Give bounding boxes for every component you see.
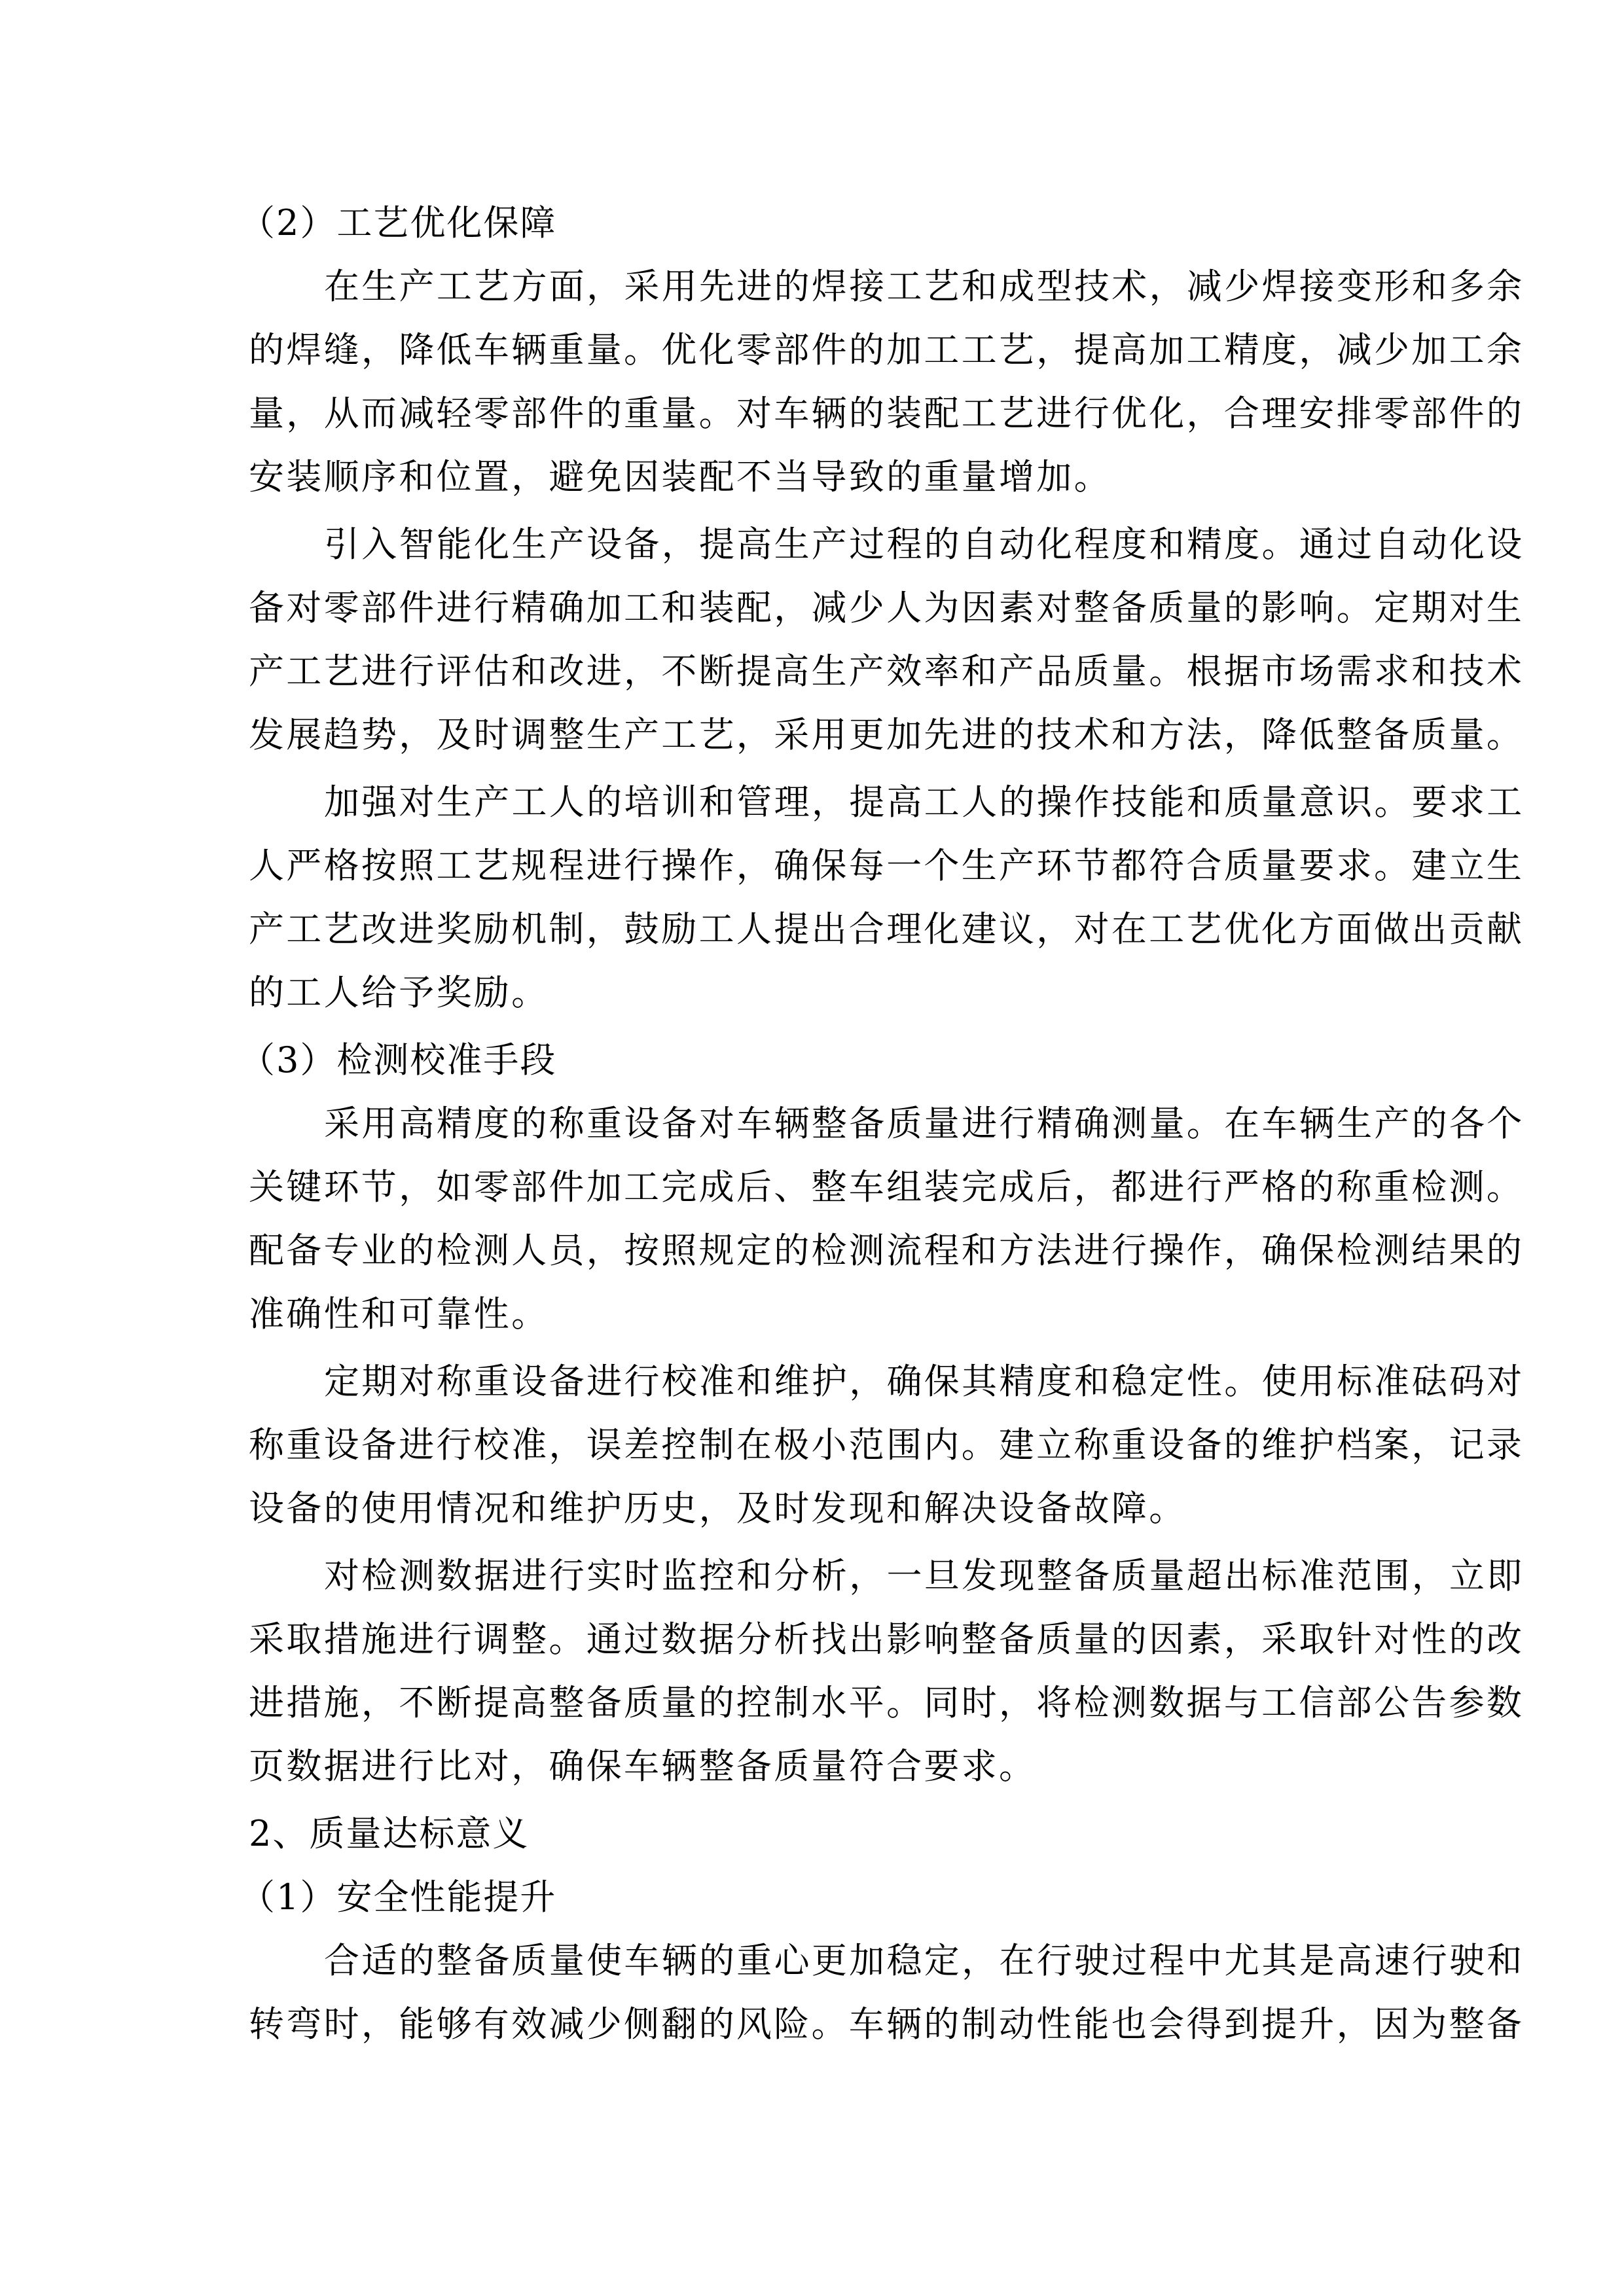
paragraph <box>249 512 1525 766</box>
text-line: 引入智能化生产设备，提高生产过程的自动化程度和精度。通过自动化设 <box>324 524 1525 565</box>
text-line: 产工艺改进奖励机制，鼓励工人提出合理化建议，对在工艺优化方面做出贡献 <box>249 908 1525 950</box>
text-line: 采取措施进行调整。通过数据分析找出影响整备质量的因素，采取针对性的改 <box>249 1619 1525 1660</box>
text-line: 的焊缝，降低车辆重量。优化零部件的加工工艺，提高加工精度，减少加工余 <box>249 329 1525 370</box>
major-heading-quality-significance: 2、质量达标意义 <box>249 1813 530 1854</box>
text-line: 在生产工艺方面，采用先进的焊接工艺和成型技术，减少焊接变形和多余 <box>324 266 1525 307</box>
text-line: 准确性和可靠性。 <box>249 1293 549 1335</box>
text-line: 的工人给予奖励。 <box>249 972 549 1013</box>
text-line: 产工艺进行评估和改进，不断提高生产效率和产品质量。根据市场需求和技术 <box>249 651 1525 692</box>
text-line: 合适的整备质量使车辆的重心更加稳定，在行驶过程中尤其是高速行驶和 <box>324 1940 1525 1981</box>
text-line: 加强对生产工人的培训和管理，提高工人的操作技能和质量意识。要求工 <box>324 781 1525 823</box>
text-line: 配备专业的检测人员，按照规定的检测流程和方法进行操作，确保检测结果的 <box>249 1230 1525 1271</box>
text-line: 转弯时，能够有效减少侧翻的风险。车辆的制动性能也会得到提升，因为整备 <box>249 2003 1525 2045</box>
section-heading-process-optimization: （2）工艺优化保障 <box>240 202 557 243</box>
paragraph <box>249 1350 1525 1540</box>
text-line: 对检测数据进行实时监控和分析，一旦发现整备质量超出标准范围，立即 <box>324 1555 1525 1596</box>
text-line: 设备的使用情况和维护历史，及时发现和解决设备故障。 <box>249 1488 1187 1529</box>
paragraph <box>249 1092 1525 1346</box>
text-line: 人严格按照工艺规程进行操作，确保每一个生产环节都符合质量要求。建立生 <box>249 845 1525 886</box>
paragraph <box>249 1544 1525 1798</box>
text-line: 量，从而减轻零部件的重量。对车辆的装配工艺进行优化，合理安排零部件的 <box>249 393 1525 434</box>
paragraph <box>249 1929 1525 2056</box>
text-line: 关键环节，如零部件加工完成后、整车组装完成后，都进行严格的称重检测。 <box>249 1166 1525 1208</box>
text-line: 安装顺序和位置，避免因装配不当导致的重量增加。 <box>249 456 1111 497</box>
paragraph <box>249 255 1525 509</box>
text-line: 称重设备进行校准，误差控制在极小范围内。建立称重设备的维护档案，记录 <box>249 1424 1525 1465</box>
text-line: 进措施，不断提高整备质量的控制水平。同时，将检测数据与工信部公告参数 <box>249 1682 1525 1723</box>
text-line: 采用高精度的称重设备对车辆整备质量进行精确测量。在车辆生产的各个 <box>324 1103 1525 1144</box>
document-page <box>240 191 1525 2056</box>
text-line: 备对零部件进行精确加工和装配，减少人为因素对整备质量的影响。定期对生 <box>249 587 1525 628</box>
section-heading-safety-improvement: （1）安全性能提升 <box>240 1876 557 1918</box>
text-line: 定期对称重设备进行校准和维护，确保其精度和稳定性。使用标准砝码对 <box>324 1361 1525 1402</box>
text-line: 发展趋势，及时调整生产工艺，采用更加先进的技术和方法，降低整备质量。 <box>249 714 1525 755</box>
text-line: 页数据进行比对，确保车辆整备质量符合要求。 <box>249 1746 1037 1787</box>
paragraph <box>249 770 1525 1024</box>
section-heading-detection-calibration: （3）检测校准手段 <box>240 1039 557 1081</box>
